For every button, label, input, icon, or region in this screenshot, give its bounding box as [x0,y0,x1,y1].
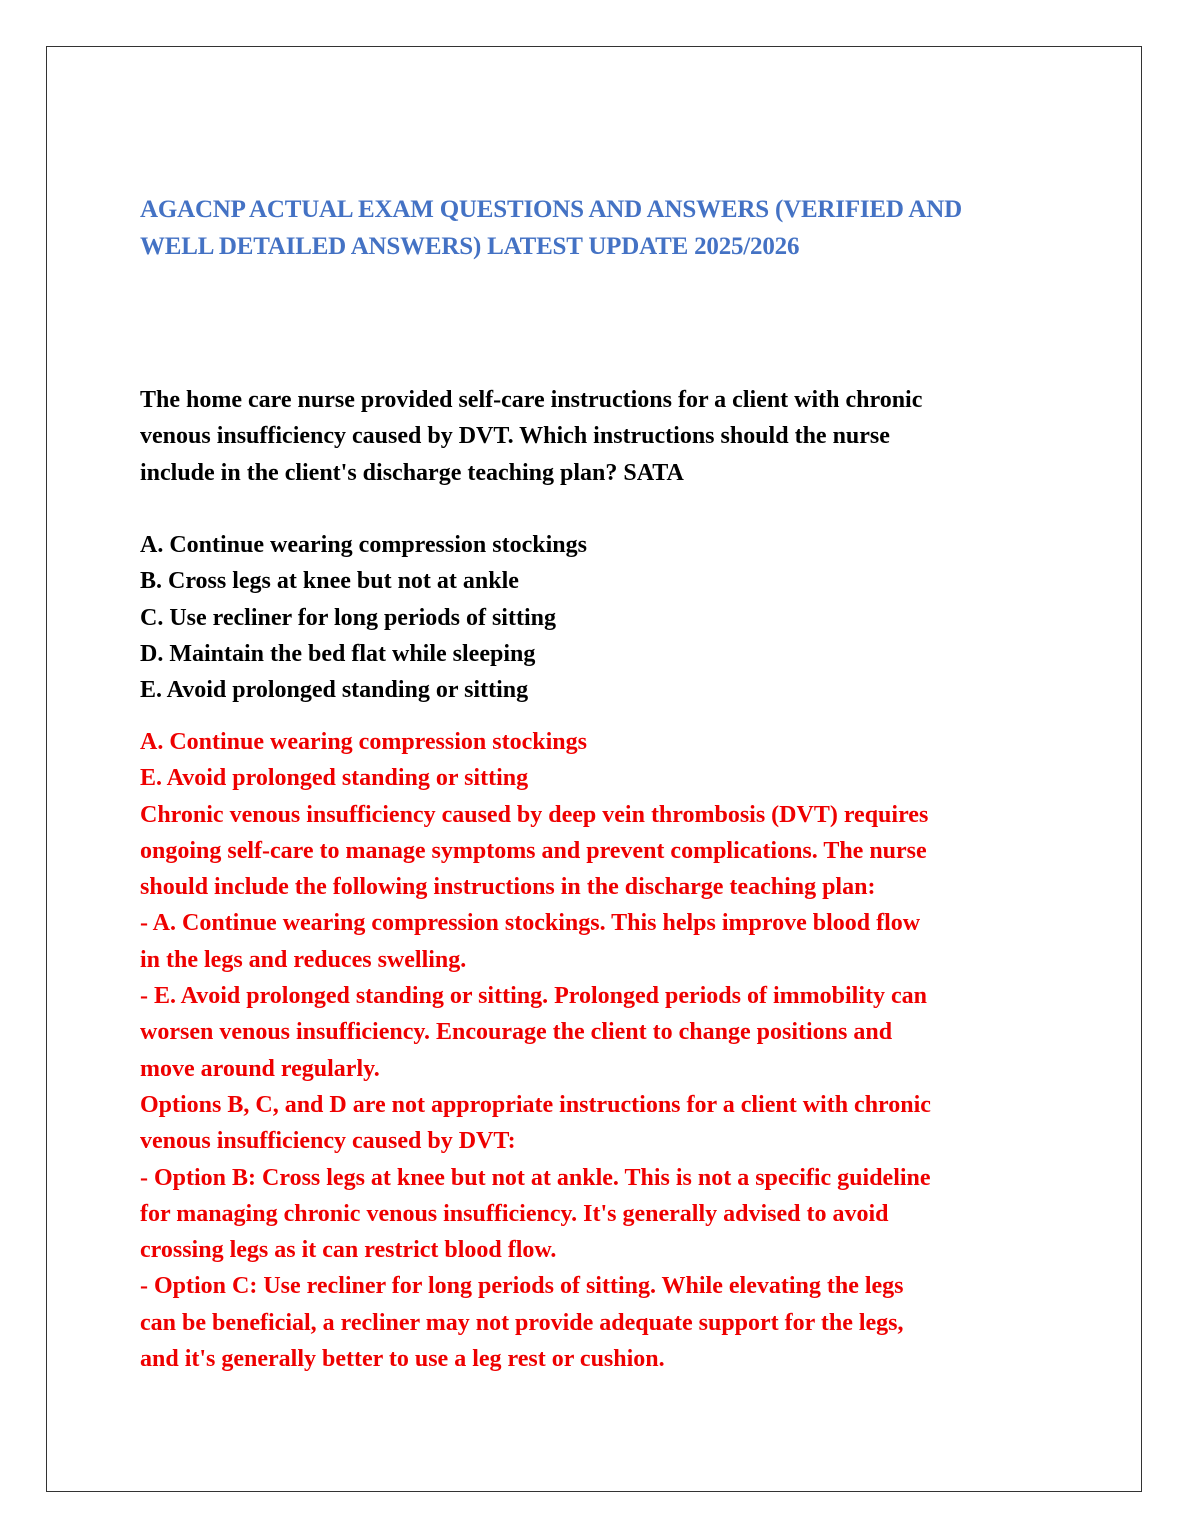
answer-line: - E. Avoid prolonged standing or sitting. Prolonged periods of immobility can [140,983,927,1010]
answer-line: for managing chronic venous insufficiency. It's generally advised to avoid [140,1200,889,1227]
option-e: E. Avoid prolonged standing or sitting [140,677,529,704]
answer-line: Chronic venous insufficiency caused by deep vein thrombosis (DVT) requires [140,801,929,828]
question-line: venous insufficiency caused by DVT. Which instructions should the nurse [140,423,890,450]
document-title [140,191,1060,265]
answer-line: - A. Continue wearing compression stockings. This helps improve blood flow [140,910,921,937]
title-line: WELL DETAILED ANSWERS) LATEST UPDATE 2025/2026 [140,233,800,260]
answer-options [140,527,1060,708]
answer-line: can be beneficial, a recliner may not provide adequate support for the legs, [140,1309,904,1336]
answer-line: Options B, C, and D are not appropriate instructions for a client with chronic [140,1091,931,1118]
answer-explanation [140,724,1060,1377]
answer-line: - Option C: Use recliner for long periods of sitting. While elevating the legs [140,1273,904,1300]
option-b: B. Cross legs at knee but not at ankle [140,568,519,595]
answer-line: move around regularly. [140,1055,380,1082]
answer-line: venous insufficiency caused by DVT: [140,1128,516,1155]
answer-line: E. Avoid prolonged standing or sitting [140,765,529,792]
answer-line: crossing legs as it can restrict blood flow. [140,1237,557,1264]
answer-line: should include the following instructions in the discharge teaching plan: [140,874,876,901]
question-line: include in the client's discharge teaching plan? SATA [140,459,684,486]
option-a: A. Continue wearing compression stockings [140,532,587,558]
question-line: The home care nurse provided self-care instructions for a client with chronic [140,387,923,413]
option-c: C. Use recliner for long periods of sitting [140,604,556,631]
answer-line: - Option B: Cross legs at knee but not at ankle. This is not a specific guideline [140,1164,931,1191]
title-line: AGACNP ACTUAL EXAM QUESTIONS AND ANSWERS (VERIFIED AND [140,196,962,223]
answer-line: and it's generally better to use a leg rest or cushion. [140,1346,665,1373]
answer-line: ongoing self-care to manage symptoms and prevent complications. The nurse [140,837,927,864]
option-d: D. Maintain the bed flat while sleeping [140,640,536,667]
answer-line: A. Continue wearing compression stockings [140,729,587,755]
answer-line: worsen venous insufficiency. Encourage the client to change positions and [140,1019,893,1046]
question-text [140,382,1060,491]
answer-line: in the legs and reduces swelling. [140,946,467,973]
